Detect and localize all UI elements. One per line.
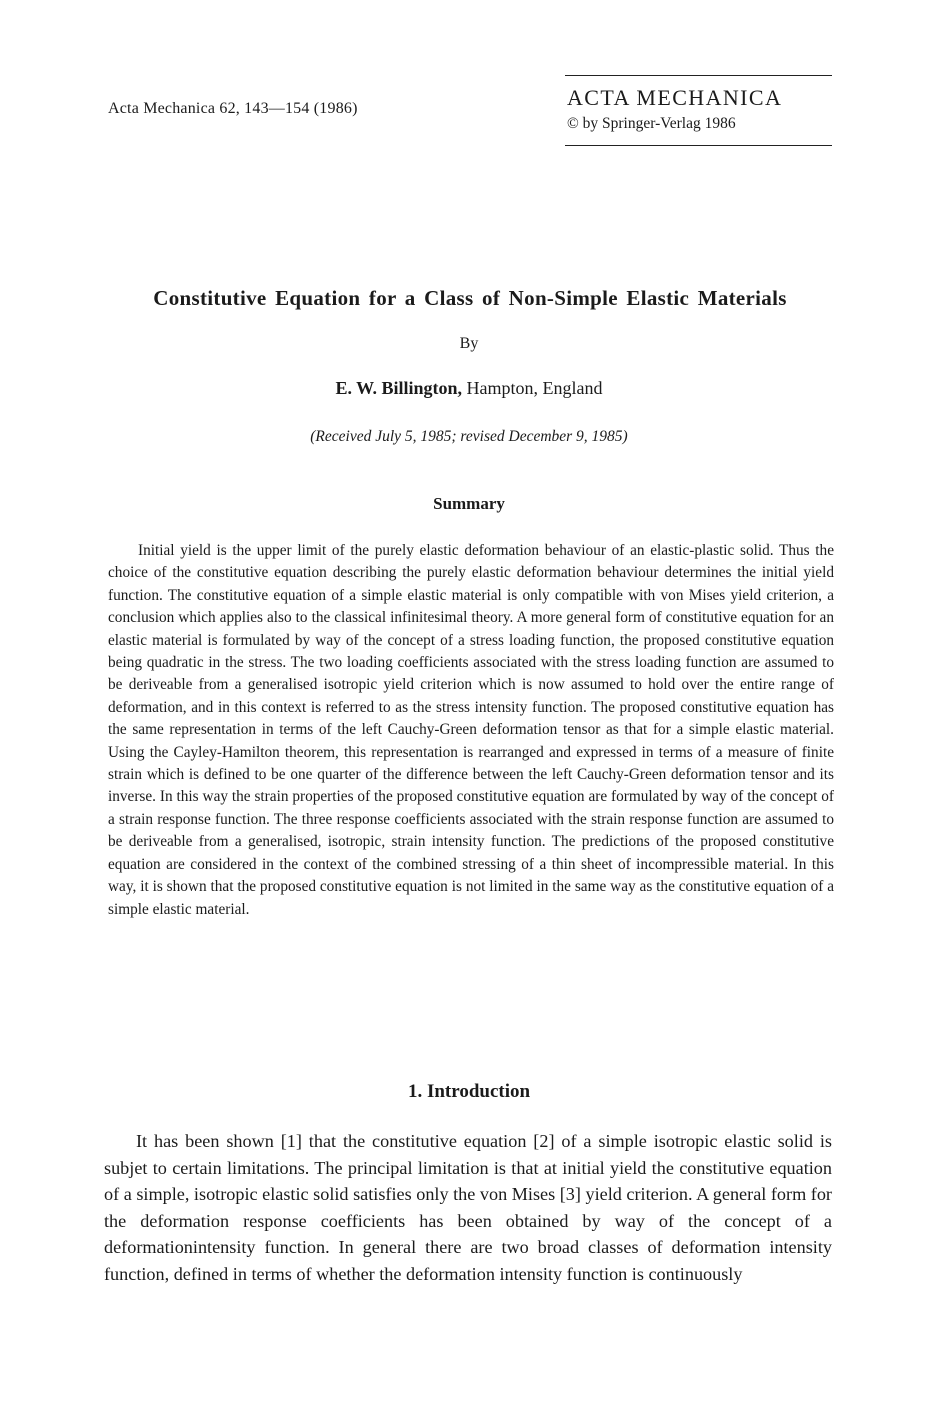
author-name: E. W. Billington, — [335, 378, 463, 398]
byline-label: By — [459, 335, 479, 352]
summary-heading: Summary — [433, 494, 505, 513]
article-title: Constitutive Equation for a Class of Non-Simple Elastic Materials — [153, 286, 787, 310]
summary-text: Initial yield is the upper limit of the purely elastic deformation behaviour of an elastic-plastic solid. Thus the choice of the constitutive equation describing the purely elastic deformation behaviour determines the initial yield function. The constitutive equation of a simple elastic material is only compatible with von Mises yield criterion, a conclusion which applies also to the classical infinitesimal theory. A more general form of constitutive equation for an elastic material is formulated by way of the concept of a stress loading function, the proposed constitutive equation being quadratic in the stress. The two loading coefficients associated with the stress loading function are assumed to be deriveable from a generalised isotropic yield criterion which is now assumed to hold over the entire range of deformation, and in this context is referred to as the stress intensity function. The proposed constitutive equation has the same representation in terms of the left Cauchy-Green deformation tensor as that for a simple elastic material. Using the Cayley-Hamilton theorem, this representation is rearranged and expressed in terms of a measure of finite strain which is defined to be one quarter of the difference between the left Cauchy-Green deformation tensor and its inverse. In this way the strain properties of the proposed constitutive equation are formulated by way of the concept of a strain response function. The three response coefficients associated with the strain response function are assumed to be deriveable from a generalised, isotropic, strain intensity function. The predictions of the proposed constitutive equation are considered in the context of the combined stressing of a thin sheet of incompressible material. In this way, it is shown that the proposed constitutive equation is not limited in the same way as the constitutive equation of a simple elastic material. — [108, 542, 834, 918]
publisher-copyright: © by Springer-Verlag 1986 — [567, 115, 736, 132]
journal-citation: Acta Mechanica 62, 143—154 (1986) — [108, 100, 358, 117]
introduction-text: It has been shown [1] that the constitutive equation [2] of a simple isotropic elastic solid is subjet to certain limitations. The principal limitation is that at initial yield the constitutive equation of a simple, isotropic elastic solid satisfies only the von Mises [3] yield criterion. A general form for the deformation response coefficients has been obtained by way of the concept of a deformationintensity function. In general there are two broad classes of deformation intensity function, defined in terms of whether the deformation intensity function is continuously — [104, 1131, 832, 1284]
journal-masthead — [565, 75, 832, 146]
received-dates: (Received July 5, 1985; revised December 9, 1985) — [310, 428, 628, 445]
section-heading-introduction: 1. Introduction — [407, 1081, 531, 1102]
author-affiliation: Hampton, England — [462, 378, 603, 398]
author-line — [0, 378, 938, 399]
journal-name: ACTA MECHANICA — [567, 85, 783, 110]
